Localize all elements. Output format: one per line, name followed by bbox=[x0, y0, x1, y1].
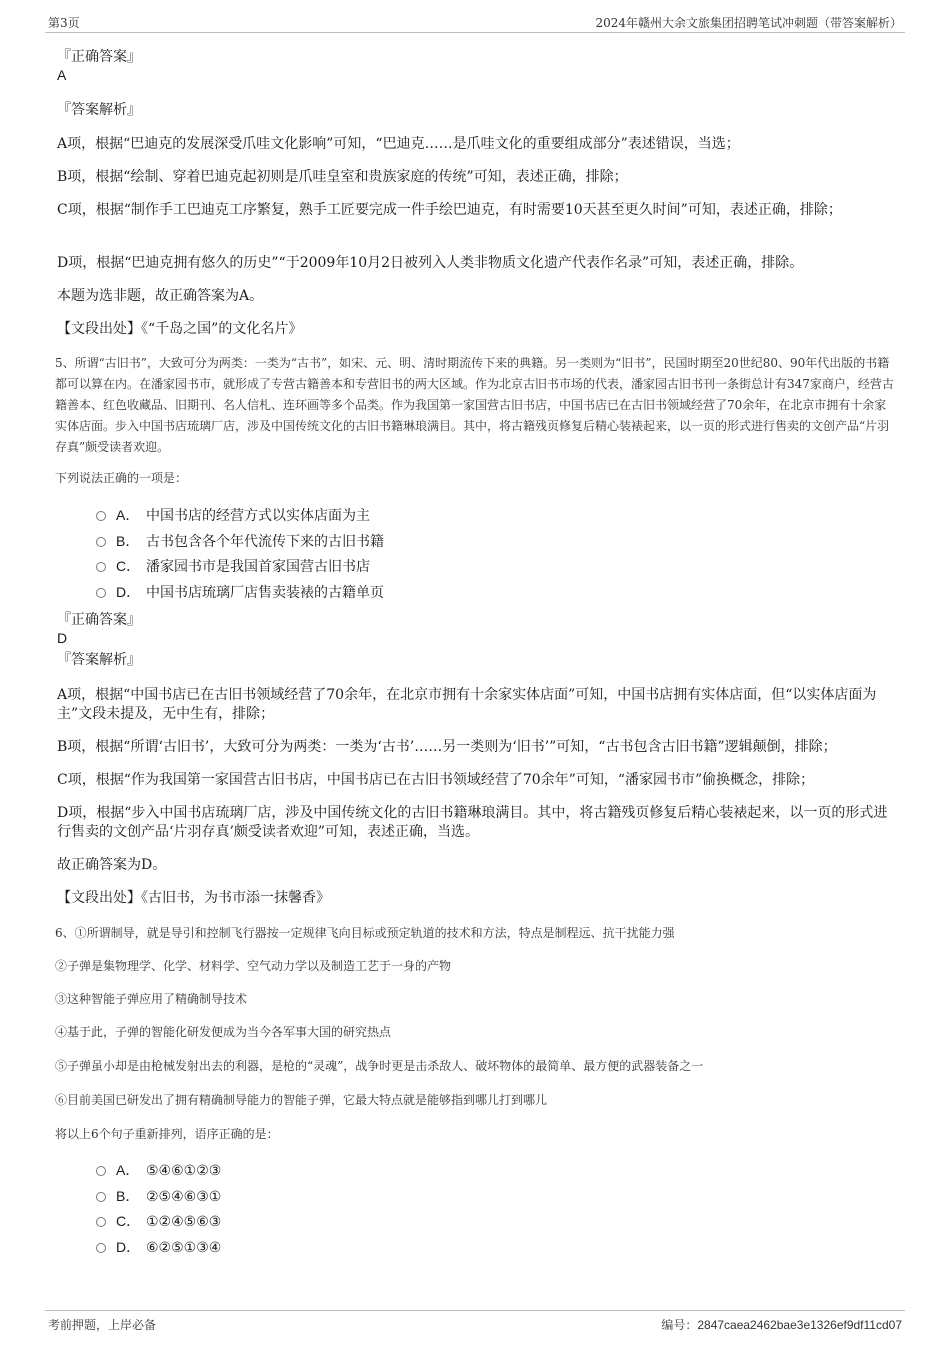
q5-passage: 5、所谓“古旧书”，大致可分为两类：一类为“古书”，如宋、元、明、清时期流传下来的典籍。另一类则为“旧书”，民国时期至20世纪80、90年代出版的书籍都可以算在内。在潘家园书市，就形成了专营古籍善本和专营旧书的两大区域。作为北京古旧书市场的代表，潘家园古旧书刊一条街总计有347家商户，经营古籍善本、红色收藏品、旧期刊、名人信札、连环画等多个品类。作为我国第一家国营古旧书店，中国书店已在古旧书领域经营了70余年，在北京市拥有十余家实体店面。步入中国书店琉璃厂店，涉及中国传统文化的古旧书籍琳琅满目。其中，将古籍残页修复后精心装裱起来，以一页的形式进行售卖的文创产品“片羽存真”颇受读者欢迎。 bbox=[55, 356, 894, 454]
q4-analysis-c: C项，根据“制作手工巴迪克工序繁复，熟手工匠要完成一件手绘巴迪克，有时需要10天甚至更久时间”可知，表述正确，排除； bbox=[57, 202, 842, 218]
q4-answer-label: 『正确答案』 bbox=[57, 49, 141, 65]
q5-answer: D bbox=[57, 630, 68, 646]
q6-sentence-3: ③这种智能子弹应用了精确制导技术 bbox=[55, 992, 248, 1006]
radio-icon[interactable] bbox=[96, 537, 106, 547]
q5-option-d[interactable]: D． 中国书店琉璃厂店售卖装裱的古籍单页 bbox=[96, 583, 384, 602]
q6-option-c[interactable]: C． ①②④⑤⑥③ bbox=[96, 1212, 221, 1231]
q6-sentence-6: ⑥目前美国已研发出了拥有精确制导能力的智能子弹，它最大特点就是能够指到哪儿打到哪儿 bbox=[55, 1093, 548, 1107]
q5-answer-label: 『正确答案』 bbox=[57, 612, 141, 628]
q6-question: 将以上6个句子重新排列，语序正确的是： bbox=[55, 1127, 279, 1141]
q5-option-c[interactable]: C． 潘家园书市是我国首家国营古旧书店 bbox=[96, 557, 370, 576]
radio-icon[interactable] bbox=[96, 1166, 106, 1176]
radio-icon[interactable] bbox=[96, 588, 106, 598]
q5-option-b[interactable]: B． 古书包含各个年代流传下来的古旧书籍 bbox=[96, 532, 384, 551]
footer-slogan: 考前押题，上岸必备 bbox=[48, 1318, 157, 1332]
q6-sentence-1: 6、①所谓制导，就是导引和控制飞行器按一定规律飞向目标或预定轨道的技术和方法，特点是制程远、抗干扰能力强 bbox=[55, 926, 675, 940]
radio-icon[interactable] bbox=[96, 1192, 106, 1202]
q6-option-d[interactable]: D． ⑥②⑤①③④ bbox=[96, 1238, 221, 1257]
q5-analysis-a: A项，根据“中国书店已在古旧书领域经营了70余年，在北京市拥有十余家实体店面”可知，中国书店拥有实体店面，但“以实体店面为主”文段未提及，无中生有，排除； bbox=[57, 687, 877, 722]
radio-icon[interactable] bbox=[96, 511, 106, 521]
q6-sentence-5: ⑤子弹虽小却是由枪械发射出去的利器，是枪的“灵魂”，战争时更是击杀敌人、破坏物体的最简单、最方便的武器装备之一 bbox=[55, 1059, 704, 1073]
q4-conclusion: 本题为选非题，故正确答案为A。 bbox=[57, 288, 264, 304]
document-code bbox=[661, 1316, 902, 1333]
q5-option-a[interactable]: A． 中国书店的经营方式以实体店面为主 bbox=[96, 506, 370, 525]
document-title: 2024年赣州大余文旅集团招聘笔试冲刺题（带答案解析） bbox=[595, 16, 902, 30]
q5-question: 下列说法正确的一项是： bbox=[55, 471, 188, 485]
page-number: 第3页 bbox=[48, 16, 80, 30]
q6-sentence-4: ④基于此，子弹的智能化研发便成为当今各军事大国的研究热点 bbox=[55, 1025, 392, 1039]
q6-sentence-2: ②子弹是集物理学、化学、材料学、空气动力学以及制造工艺于一身的产物 bbox=[55, 959, 452, 973]
q5-analysis-d: D项，根据“步入中国书店琉璃厂店，涉及中国传统文化的古旧书籍琳琅满目。其中，将古籍残页修复后精心装裱起来，以一页的形式进行售卖的文创产品‘片羽存真’颇受读者欢迎”可知，表述正确，当选。 bbox=[57, 805, 888, 840]
page-footer bbox=[45, 1310, 905, 1335]
q5-conclusion: 故正确答案为D。 bbox=[57, 857, 167, 873]
q4-analysis-a: A项，根据“巴迪克的发展深受爪哇文化影响”可知，“巴迪克……是爪哇文化的重要组成部分”表述错误，当选； bbox=[57, 136, 740, 152]
q6-option-b[interactable]: B． ②⑤④⑥③① bbox=[96, 1187, 221, 1206]
q5-analysis-label: 『答案解析』 bbox=[57, 652, 141, 668]
radio-icon[interactable] bbox=[96, 1217, 106, 1227]
q5-analysis-b: B项，根据“所谓‘古旧书’，大致可分为两类：一类为‘古书’……另一类则为‘旧书’”可知，“古书包含古旧书籍”逻辑颠倒，排除； bbox=[57, 739, 837, 755]
code-value: 2847caea2462bae3e1326ef9df11cd07 bbox=[697, 1318, 902, 1332]
q4-analysis-b: B项，根据“绘制、穿着巴迪克起初则是爪哇皇室和贵族家庭的传统”可知，表述正确，排除； bbox=[57, 169, 628, 185]
q4-answer: A bbox=[57, 67, 67, 83]
page-header bbox=[45, 12, 905, 33]
q5-source: 【文段出处】《古旧书，为书市添一抹馨香》 bbox=[57, 890, 330, 906]
q4-analysis-d: D项，根据“巴迪克拥有悠久的历史”“于2009年10月2日被列入人类非物质文化遗产代表作名录”可知，表述正确，排除。 bbox=[57, 255, 804, 271]
radio-icon[interactable] bbox=[96, 562, 106, 572]
q4-source: 【文段出处】《“千岛之国”的文化名片》 bbox=[57, 321, 303, 337]
q4-analysis-label: 『答案解析』 bbox=[57, 102, 141, 118]
code-label: 编号： bbox=[661, 1318, 698, 1332]
q6-option-a[interactable]: A． ⑤④⑥①②③ bbox=[96, 1161, 221, 1180]
q5-analysis-c: C项，根据“作为我国第一家国营古旧书店，中国书店已在古旧书领域经营了70余年”可知，“潘家园书市”偷换概念，排除； bbox=[57, 772, 815, 788]
radio-icon[interactable] bbox=[96, 1243, 106, 1253]
